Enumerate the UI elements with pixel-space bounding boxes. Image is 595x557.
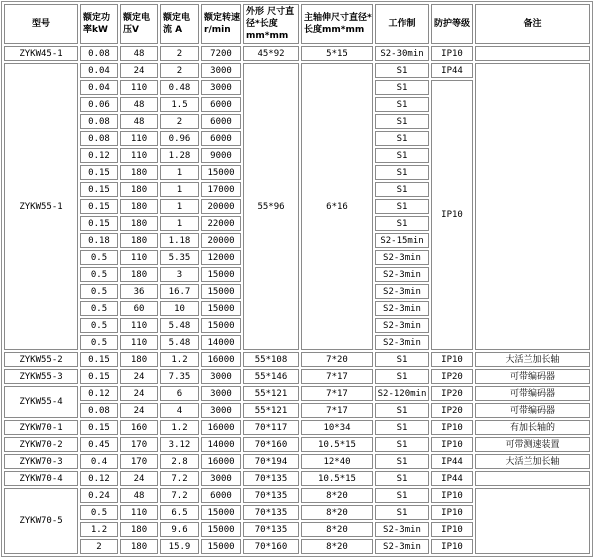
current-cell: 3 [160, 267, 199, 282]
protection-cell: IP10 [431, 352, 473, 367]
shaft-cell: 8*20 [301, 539, 373, 554]
voltage-cell: 180 [120, 522, 158, 537]
table-body [4, 4, 590, 554]
voltage-cell: 24 [120, 63, 158, 78]
speed-cell: 15000 [201, 301, 241, 316]
note-cell [475, 63, 590, 350]
header-protection: 防护等级 [431, 4, 473, 44]
speed-cell: 15000 [201, 165, 241, 180]
voltage-cell: 160 [120, 420, 158, 435]
current-cell: 2 [160, 63, 199, 78]
current-cell: 0.96 [160, 131, 199, 146]
power-cell: 0.06 [80, 97, 118, 112]
shaft-cell: 8*20 [301, 522, 373, 537]
shaft-cell: 6*16 [301, 63, 373, 350]
speed-cell: 15000 [201, 505, 241, 520]
power-cell: 0.04 [80, 63, 118, 78]
model-cell: ZYKW55-2 [4, 352, 78, 367]
voltage-cell: 24 [120, 471, 158, 486]
table-row [4, 369, 590, 384]
note-cell: 有加长轴的 [475, 420, 590, 435]
motor-spec-table [1, 1, 593, 557]
voltage-cell: 60 [120, 301, 158, 316]
note-cell [475, 46, 590, 61]
current-cell: 16.7 [160, 284, 199, 299]
duty-cell: S1 [375, 369, 429, 384]
speed-cell: 20000 [201, 233, 241, 248]
protection-cell: IP10 [431, 505, 473, 520]
dimensions-cell: 55*108 [243, 352, 299, 367]
dimensions-cell: 70*135 [243, 505, 299, 520]
current-cell: 1.28 [160, 148, 199, 163]
note-cell: 大活兰加长轴 [475, 454, 590, 469]
voltage-cell: 110 [120, 335, 158, 350]
speed-cell: 6000 [201, 97, 241, 112]
power-cell: 0.08 [80, 131, 118, 146]
table-row [4, 454, 590, 469]
duty-cell: S1 [375, 352, 429, 367]
power-cell: 0.15 [80, 199, 118, 214]
voltage-cell: 36 [120, 284, 158, 299]
header-current: 额定电流 A [160, 4, 199, 44]
header-dimensions: 外形 尺寸直径*长度mm*mm [243, 4, 299, 44]
voltage-cell: 24 [120, 386, 158, 401]
protection-cell: IP10 [431, 522, 473, 537]
header-speed: 额定转速r/min [201, 4, 241, 44]
power-cell: 0.24 [80, 488, 118, 503]
speed-cell: 16000 [201, 454, 241, 469]
duty-cell: S1 [375, 403, 429, 418]
dimensions-cell: 55*121 [243, 403, 299, 418]
header-duty: 工作制 [375, 4, 429, 44]
dimensions-cell: 55*96 [243, 63, 299, 350]
power-cell: 0.08 [80, 46, 118, 61]
duty-cell: S2-30min [375, 46, 429, 61]
voltage-cell: 180 [120, 182, 158, 197]
header-row [4, 4, 590, 44]
protection-cell: IP10 [431, 539, 473, 554]
shaft-cell: 7*17 [301, 386, 373, 401]
table-row [4, 63, 590, 78]
power-cell: 0.5 [80, 335, 118, 350]
shaft-cell: 8*20 [301, 505, 373, 520]
speed-cell: 7200 [201, 46, 241, 61]
current-cell: 6 [160, 386, 199, 401]
speed-cell: 14000 [201, 335, 241, 350]
voltage-cell: 110 [120, 148, 158, 163]
voltage-cell: 180 [120, 216, 158, 231]
power-cell: 1.2 [80, 522, 118, 537]
current-cell: 7.2 [160, 471, 199, 486]
power-cell: 0.08 [80, 403, 118, 418]
power-cell: 0.5 [80, 318, 118, 333]
power-cell: 0.15 [80, 182, 118, 197]
current-cell: 5.48 [160, 318, 199, 333]
table-row [4, 420, 590, 435]
current-cell: 1.2 [160, 420, 199, 435]
protection-cell: IP20 [431, 386, 473, 401]
speed-cell: 16000 [201, 420, 241, 435]
protection-cell: IP44 [431, 454, 473, 469]
duty-cell: S1 [375, 199, 429, 214]
note-cell: 可带测速装置 [475, 437, 590, 452]
current-cell: 1 [160, 216, 199, 231]
power-cell: 0.5 [80, 301, 118, 316]
power-cell: 0.15 [80, 420, 118, 435]
power-cell: 0.04 [80, 80, 118, 95]
power-cell: 2 [80, 539, 118, 554]
current-cell: 9.6 [160, 522, 199, 537]
dimensions-cell: 70*160 [243, 437, 299, 452]
dimensions-cell: 70*135 [243, 488, 299, 503]
shaft-cell: 5*15 [301, 46, 373, 61]
current-cell: 1.18 [160, 233, 199, 248]
voltage-cell: 180 [120, 165, 158, 180]
duty-cell: S1 [375, 505, 429, 520]
speed-cell: 3000 [201, 471, 241, 486]
duty-cell: S1 [375, 437, 429, 452]
table-row [4, 352, 590, 367]
power-cell: 0.12 [80, 471, 118, 486]
note-cell: 可带编码器 [475, 386, 590, 401]
dimensions-cell: 55*121 [243, 386, 299, 401]
power-cell: 0.15 [80, 216, 118, 231]
speed-cell: 17000 [201, 182, 241, 197]
voltage-cell: 180 [120, 352, 158, 367]
note-cell [475, 471, 590, 486]
speed-cell: 20000 [201, 199, 241, 214]
duty-cell: S2-3min [375, 301, 429, 316]
speed-cell: 3000 [201, 63, 241, 78]
dimensions-cell: 70*194 [243, 454, 299, 469]
speed-cell: 3000 [201, 403, 241, 418]
power-cell: 0.08 [80, 114, 118, 129]
speed-cell: 14000 [201, 437, 241, 452]
voltage-cell: 48 [120, 488, 158, 503]
voltage-cell: 48 [120, 46, 158, 61]
duty-cell: S1 [375, 131, 429, 146]
power-cell: 0.15 [80, 369, 118, 384]
power-cell: 0.5 [80, 267, 118, 282]
dimensions-cell: 70*160 [243, 539, 299, 554]
shaft-cell: 7*17 [301, 369, 373, 384]
model-cell: ZYKW70-4 [4, 471, 78, 486]
speed-cell: 3000 [201, 369, 241, 384]
protection-cell: IP10 [431, 488, 473, 503]
speed-cell: 15000 [201, 539, 241, 554]
duty-cell: S2-3min [375, 539, 429, 554]
speed-cell: 16000 [201, 352, 241, 367]
current-cell: 0.48 [160, 80, 199, 95]
dimensions-cell: 45*92 [243, 46, 299, 61]
shaft-cell: 8*20 [301, 488, 373, 503]
voltage-cell: 170 [120, 454, 158, 469]
header-voltage: 额定电压V [120, 4, 158, 44]
current-cell: 10 [160, 301, 199, 316]
power-cell: 0.15 [80, 352, 118, 367]
speed-cell: 15000 [201, 522, 241, 537]
voltage-cell: 24 [120, 403, 158, 418]
model-cell: ZYKW55-3 [4, 369, 78, 384]
duty-cell: S1 [375, 420, 429, 435]
duty-cell: S1 [375, 471, 429, 486]
current-cell: 1.2 [160, 352, 199, 367]
speed-cell: 3000 [201, 80, 241, 95]
current-cell: 4 [160, 403, 199, 418]
power-cell: 0.5 [80, 250, 118, 265]
table-row [4, 403, 590, 418]
power-cell: 0.4 [80, 454, 118, 469]
speed-cell: 6000 [201, 131, 241, 146]
duty-cell: S2-3min [375, 318, 429, 333]
power-cell: 0.18 [80, 233, 118, 248]
duty-cell: S1 [375, 63, 429, 78]
protection-cell: IP10 [431, 46, 473, 61]
protection-cell: IP10 [431, 437, 473, 452]
current-cell: 7.2 [160, 488, 199, 503]
model-cell: ZYKW70-1 [4, 420, 78, 435]
current-cell: 5.35 [160, 250, 199, 265]
speed-cell: 9000 [201, 148, 241, 163]
header-model: 型号 [4, 4, 78, 44]
table-row [4, 386, 590, 401]
speed-cell: 3000 [201, 386, 241, 401]
voltage-cell: 24 [120, 369, 158, 384]
duty-cell: S1 [375, 148, 429, 163]
model-cell: ZYKW70-5 [4, 488, 78, 554]
table-row [4, 488, 590, 503]
speed-cell: 6000 [201, 488, 241, 503]
power-cell: 0.45 [80, 437, 118, 452]
duty-cell: S2-3min [375, 267, 429, 282]
header-notes: 备注 [475, 4, 590, 44]
header-power: 额定功率kW [80, 4, 118, 44]
note-cell [475, 488, 590, 554]
note-cell: 可带编码器 [475, 403, 590, 418]
duty-cell: S1 [375, 216, 429, 231]
voltage-cell: 110 [120, 318, 158, 333]
shaft-cell: 10.5*15 [301, 471, 373, 486]
current-cell: 2 [160, 46, 199, 61]
duty-cell: S2-15min [375, 233, 429, 248]
note-cell: 大活兰加长轴 [475, 352, 590, 367]
protection-cell: IP44 [431, 63, 473, 78]
model-cell: ZYKW55-4 [4, 386, 78, 418]
power-cell: 0.12 [80, 386, 118, 401]
shaft-cell: 7*17 [301, 403, 373, 418]
shaft-cell: 7*20 [301, 352, 373, 367]
model-cell: ZYKW70-3 [4, 454, 78, 469]
speed-cell: 15000 [201, 318, 241, 333]
voltage-cell: 110 [120, 131, 158, 146]
duty-cell: S2-3min [375, 250, 429, 265]
protection-cell: IP44 [431, 471, 473, 486]
current-cell: 2 [160, 114, 199, 129]
duty-cell: S2-3min [375, 335, 429, 350]
protection-cell: IP10 [431, 420, 473, 435]
power-cell: 0.15 [80, 165, 118, 180]
duty-cell: S1 [375, 488, 429, 503]
dimensions-cell: 70*117 [243, 420, 299, 435]
current-cell: 1.5 [160, 97, 199, 112]
current-cell: 6.5 [160, 505, 199, 520]
table-row [4, 437, 590, 452]
protection-cell: IP20 [431, 403, 473, 418]
dimensions-cell: 55*146 [243, 369, 299, 384]
current-cell: 1 [160, 182, 199, 197]
voltage-cell: 170 [120, 437, 158, 452]
power-cell: 0.5 [80, 284, 118, 299]
current-cell: 5.48 [160, 335, 199, 350]
power-cell: 0.5 [80, 505, 118, 520]
duty-cell: S2-3min [375, 284, 429, 299]
speed-cell: 15000 [201, 267, 241, 282]
model-cell: ZYKW55-1 [4, 63, 78, 350]
shaft-cell: 12*40 [301, 454, 373, 469]
duty-cell: S1 [375, 454, 429, 469]
voltage-cell: 48 [120, 114, 158, 129]
speed-cell: 12000 [201, 250, 241, 265]
voltage-cell: 110 [120, 250, 158, 265]
current-cell: 2.8 [160, 454, 199, 469]
speed-cell: 15000 [201, 284, 241, 299]
speed-cell: 6000 [201, 114, 241, 129]
voltage-cell: 110 [120, 80, 158, 95]
model-cell: ZYKW70-2 [4, 437, 78, 452]
duty-cell: S1 [375, 97, 429, 112]
duty-cell: S1 [375, 80, 429, 95]
duty-cell: S1 [375, 182, 429, 197]
protection-cell: IP20 [431, 369, 473, 384]
header-shaft: 主轴伸尺寸直径*长度mm*mm [301, 4, 373, 44]
speed-cell: 22000 [201, 216, 241, 231]
voltage-cell: 180 [120, 267, 158, 282]
voltage-cell: 180 [120, 199, 158, 214]
current-cell: 3.12 [160, 437, 199, 452]
table-row [4, 471, 590, 486]
note-cell: 可带编码器 [475, 369, 590, 384]
voltage-cell: 48 [120, 97, 158, 112]
voltage-cell: 180 [120, 539, 158, 554]
model-cell: ZYKW45-1 [4, 46, 78, 61]
current-cell: 15.9 [160, 539, 199, 554]
protection-cell: IP10 [431, 80, 473, 350]
dimensions-cell: 70*135 [243, 522, 299, 537]
voltage-cell: 180 [120, 233, 158, 248]
table-row [4, 46, 590, 61]
current-cell: 1 [160, 199, 199, 214]
duty-cell: S2-3min [375, 522, 429, 537]
voltage-cell: 110 [120, 505, 158, 520]
duty-cell: S1 [375, 165, 429, 180]
duty-cell: S1 [375, 114, 429, 129]
shaft-cell: 10.5*15 [301, 437, 373, 452]
shaft-cell: 10*34 [301, 420, 373, 435]
power-cell: 0.12 [80, 148, 118, 163]
current-cell: 1 [160, 165, 199, 180]
dimensions-cell: 70*135 [243, 471, 299, 486]
duty-cell: S2-120min [375, 386, 429, 401]
current-cell: 7.35 [160, 369, 199, 384]
